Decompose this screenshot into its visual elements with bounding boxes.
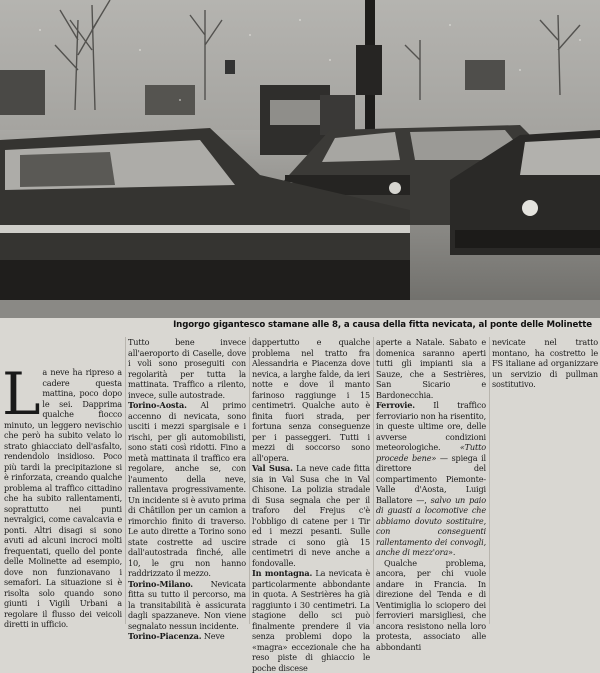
paragraph-text: aperte a Natale. Sabato e domenica saranno aperti tutti gli impianti sia a Sauze, che a Sestrières, San Sicario e Bardonecchia. bbox=[376, 337, 486, 400]
news-photo bbox=[0, 0, 600, 318]
quote: «Tutto procede bene» bbox=[376, 442, 486, 463]
paragraph-text: nevicate nel tratto montano, ha costretto le FS italiane ad organizzare un servizio di pullman sostitutivo. bbox=[492, 337, 598, 389]
article-column-5 bbox=[492, 337, 598, 627]
subheading: Val Susa. bbox=[252, 463, 293, 473]
paragraph-text: Il traffico ferroviario non ha risentito, in queste ultime ore, delle avverse condizioni meteorologiche. bbox=[376, 400, 487, 452]
subheading: Torino-Milano. bbox=[128, 578, 193, 589]
paragraph-text: Al primo accenno di nevicata, sono usciti i mezzi spargisale e i rischi, per gli automobilisti, sono stati così ridotti. Fino a metà mattinata il traffico era regolare, anche se, con l'aumento della neve, rallentava progressivamente. Un incidente si è avuto prima di Châtillon per un camion a rimorchio finito di traverso. Le auto dirette a Torino sono state costrette ad uscire dall'autostrada finché, alle 10, le gru non hanno raddrizzato il mezzo. bbox=[128, 400, 246, 578]
paragraph-text: Neve bbox=[201, 631, 225, 641]
paragraph-text: ». bbox=[448, 547, 456, 557]
paragraph bbox=[128, 631, 246, 642]
subheading: Torino-Piacenza. bbox=[128, 631, 202, 641]
article-column-4 bbox=[376, 337, 487, 652]
drop-cap: L bbox=[2, 360, 41, 428]
lead-paragraph bbox=[4, 337, 122, 630]
paragraph bbox=[128, 579, 246, 632]
paragraph-text: Qualche problema, ancora, per chi vuole andare in Francia. In direzione del Tenda e di Ventimiglia lo sciopero dei ferrovieri marsigliesi, che ancora resistono nella loro protesta, associato alle abbondanti bbox=[376, 557, 486, 652]
paragraph bbox=[376, 400, 486, 558]
article-body bbox=[2, 337, 598, 673]
paragraph bbox=[492, 337, 598, 390]
quote: salvo un paio di guasti a locomotive che abbiamo dovuto sostituire, con conseguenti rallentamento dei convogli, anche di mezz'ora bbox=[376, 494, 486, 557]
photo-caption: Ingorgo gigantesco stamane alle 8, a causa della fitta nevicata, al ponte delle Molinette bbox=[173, 320, 592, 330]
paragraph bbox=[128, 337, 246, 400]
paragraph-text: La neve cade fitta sia in Val Susa che in Val Chisone. La polizia stradale di Susa segnala che per il traforo del Frejus c'è l'obbligo di catene per i Tir ed i mezzi pesanti. Sulle strade ci sono già 15 centimetri di neve anche a fondovalle. bbox=[252, 463, 370, 568]
paragraph bbox=[252, 463, 370, 568]
subheading: Ferrovie. bbox=[376, 400, 415, 410]
paragraph-text: — spiega il direttore del compartimento Piemonte-Valle d'Aosta, Luigi Ballatore —, bbox=[376, 452, 487, 505]
paragraph bbox=[376, 337, 486, 400]
paragraph-text: Tutto bene invece all'aeroporto di Caselle, dove i voli sono proseguiti con regolarità per tutta la mattinata. Traffico a rilento, invece, sulle autostrade. bbox=[128, 337, 246, 400]
subheading: Torino-Aosta. bbox=[128, 400, 187, 410]
traffic-jam-photo bbox=[0, 0, 600, 318]
subheading: In montagna. bbox=[252, 568, 313, 578]
paragraph bbox=[376, 558, 486, 653]
paragraph bbox=[128, 400, 246, 579]
article-column-1 bbox=[4, 337, 122, 627]
paragraph bbox=[252, 568, 370, 673]
article-column-3 bbox=[252, 337, 370, 673]
paragraph bbox=[252, 337, 370, 463]
lead-text: a neve ha ripreso a cadere questa mattina, poco dopo le sei. Dapprima qualche fiocco minuto, un leggero nevischio che però ha subito velato lo strato ghiacciato dell'asfalto, rendendolo insidioso. Poco più tardi la precipitazione si è rinforzata, creando qualche problema al traffico cittadino che ha subito rallentamenti, soprattutto nei punti nevralgici, come cavalcavia e ponti. Altri disagi si sono avuti ad alcuni incroci molti frequentati, quello del ponte delle Molinette ad esempio, dove non funzionavano i semafori. La situazione si è risolta solo quando sono giunti i Vigili Urbani a regolare il flusso dei veicoli diretti in ufficio. bbox=[4, 367, 122, 629]
paragraph-text: La nevicata è particolarmente abbondante in quota. A Sestrières ha già raggiunto i 30 centimetri. La stagione dello sci può finalmente prendere il via senza problemi dopo la «magra» eccezionale che ha reso piste di ghiaccio le poche discese bbox=[252, 568, 370, 673]
article-column-2 bbox=[128, 337, 246, 641]
paragraph-text: Nevicata fitta su tutto il percorso, ma la transitabilità è assicurata dagli spazzaneve. Non viene segnalato nessun incidente. bbox=[128, 578, 246, 631]
paragraph-text: dappertutto e qualche problema nel tratto fra Alessandria e Piacenza dove nevica, a larghe falde, da ieri notte e dove il manto farinoso raggiunge i 15 centimetri. Qualche auto è finita fuori strada, per fortuna senza conseguenze per i passeggeri. Tutti i mezzi di soccorso sono all'opera. bbox=[252, 337, 370, 463]
